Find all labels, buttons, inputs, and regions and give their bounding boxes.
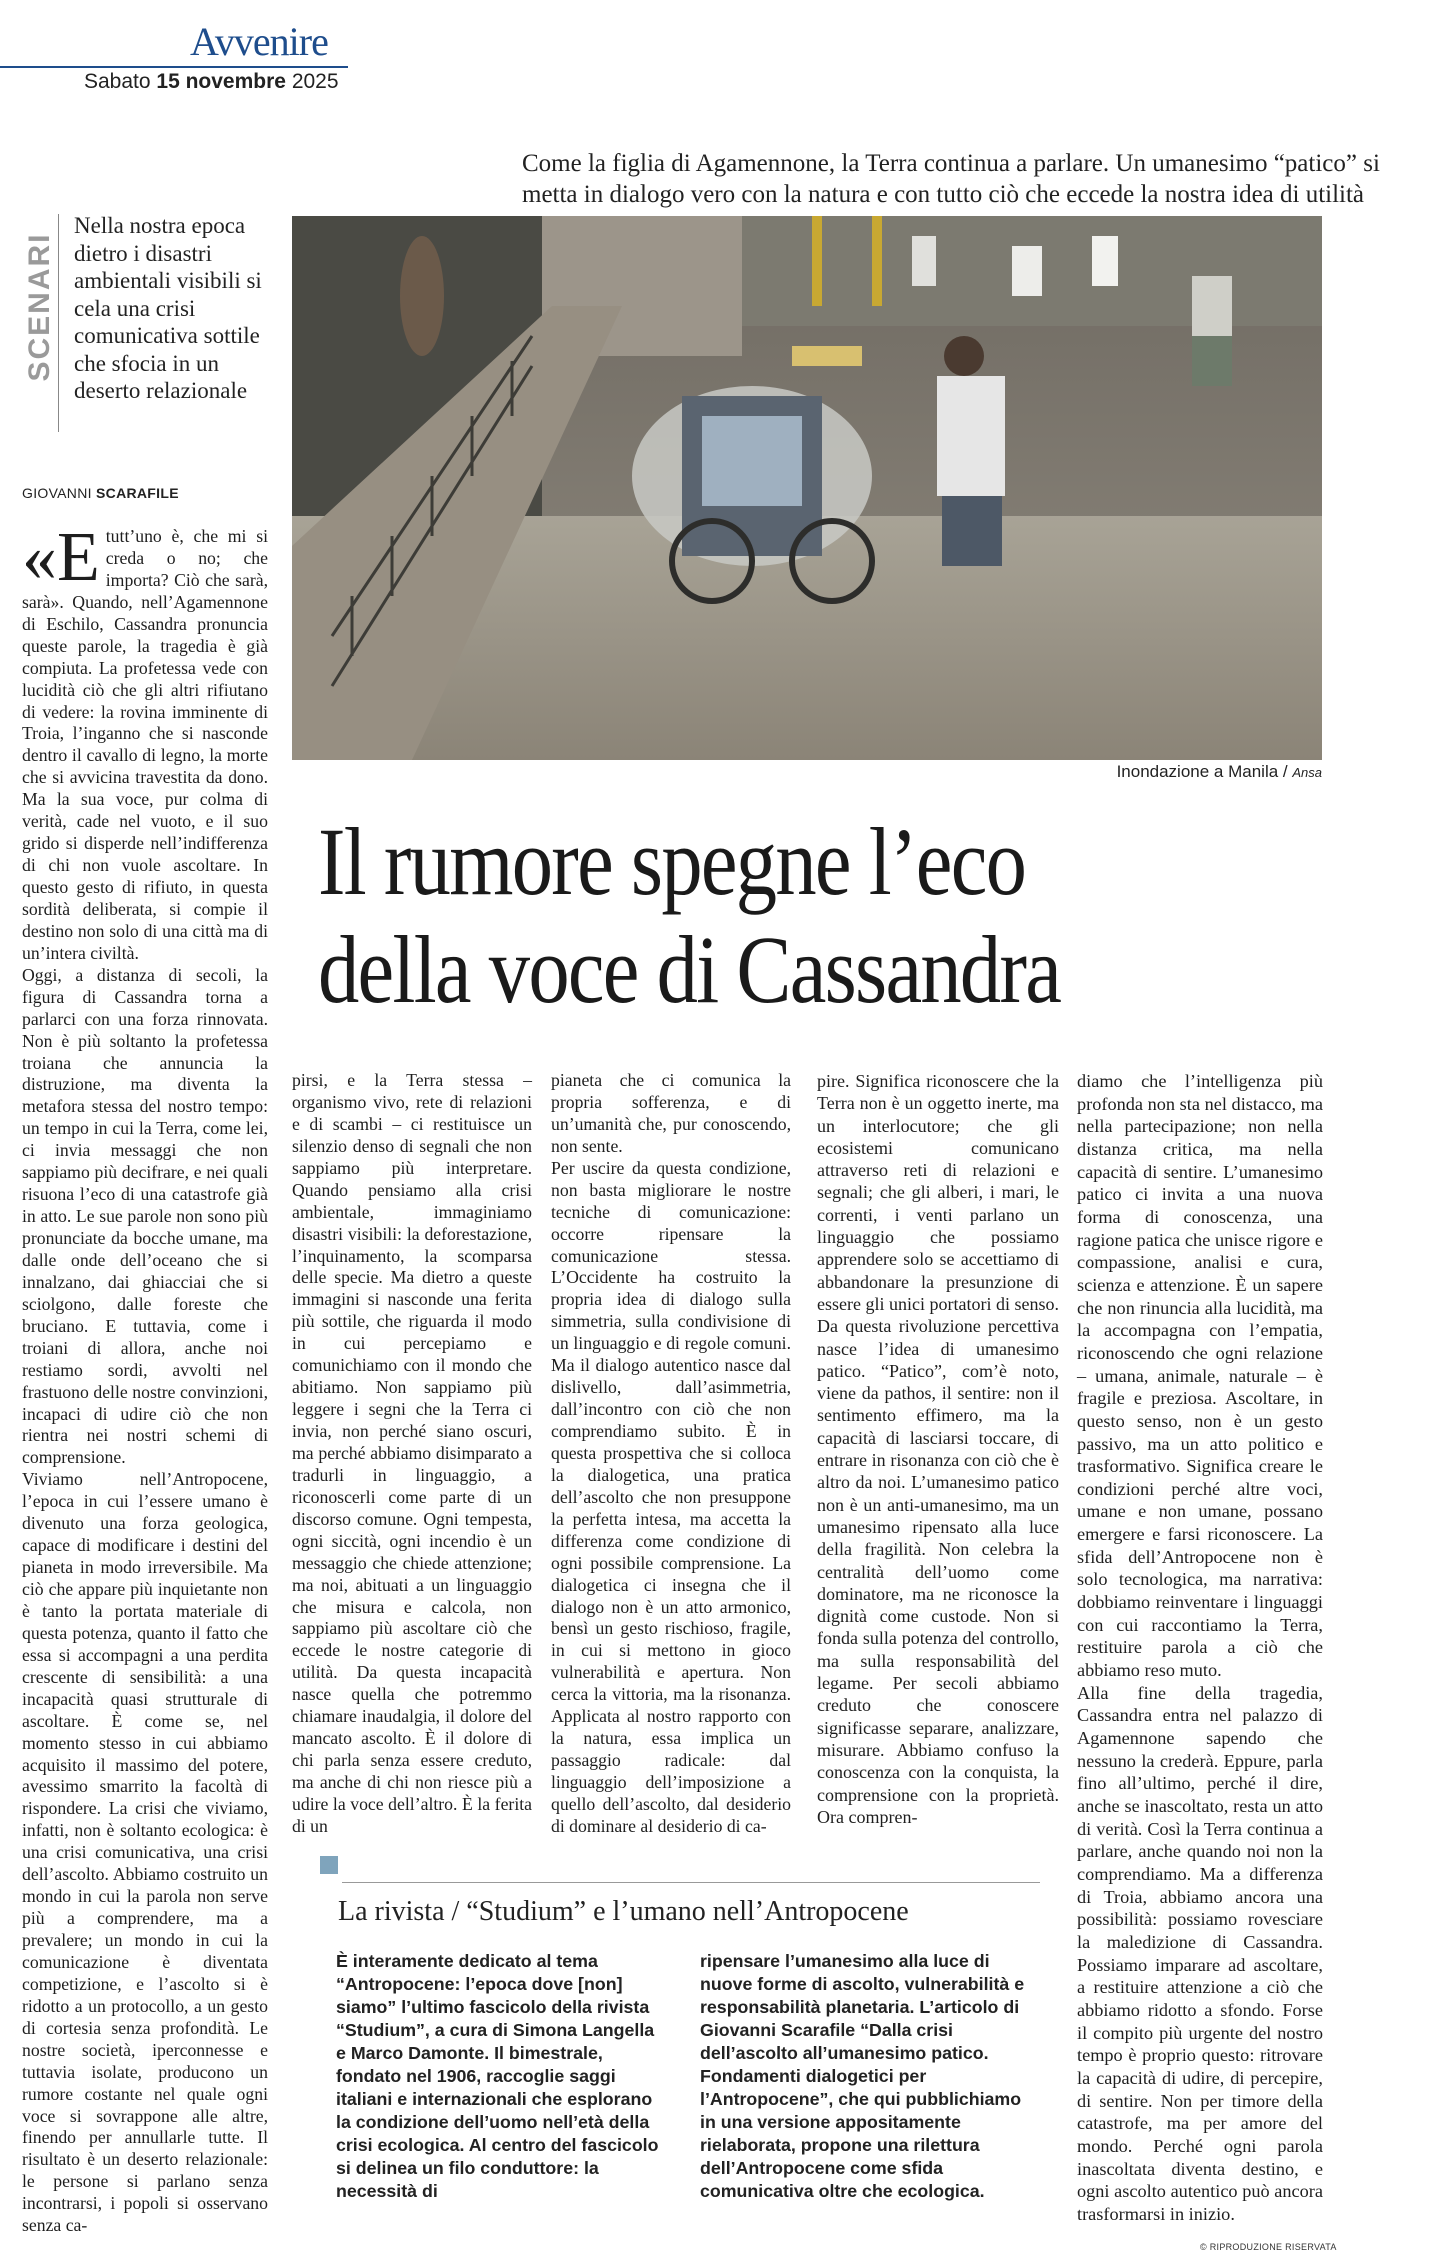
byline-last: SCARAFILE [96, 485, 179, 501]
date-year: 2025 [291, 70, 339, 93]
article-column-3 [551, 1070, 791, 1838]
masthead [0, 18, 360, 98]
drop-cap: «E [22, 519, 100, 596]
article-paragraph: pianeta che ci comunica la propria sofferenza, e di un’umanità che, pur conoscendo, non sente. [551, 1070, 791, 1156]
article-paragraph: pire. Significa riconoscere che la Terra non è un oggetto inerte, ma un interlocutore; che gli ecosistemi comunicano attraverso reti di relazioni e segnali; che gli alberi, i mari, le correnti, i venti parlano un linguaggio che possiamo apprendere solo se accettiamo di abbandonare la presunzione di essere gli unici portatori di senso. [817, 1071, 1059, 1314]
headline [318, 808, 1195, 1024]
article-paragraph [22, 519, 268, 965]
article-paragraph: Alla fine della tragedia, Cassandra entra nel palazzo di Agamennone sapendo che nessuno la crederà. Eppure, parla fino all’ultimo, perché il dire, anche se inascoltato, resta un atto di verità. Così la Terra continua a parlare, anche quando noi non la comprendiamo. Ma a differenza di Troia, abbiamo ancora una possibilità: possiamo rovesciare la maledizione di Cassandra. Possiamo imparare ad ascoltare, a restituire attenzione a ciò che abbiamo ridotto a sfondo. Forse il compito più urgente del nostro tempo è proprio questo: ritrovare la capacità di udire, di percepire, di sentire. Non per timore della catastrofe, ma per amore del mondo. Perché ogni parola inascoltata diventa destino, e ogni ascolto autentico può ancora trasformarsi in inizio. [1077, 1682, 1323, 2224]
flood-photo-image [292, 216, 1322, 760]
box-divider [342, 1882, 1040, 1883]
photo-caption: Inondazione a Manila / Ansa [1116, 762, 1322, 781]
box-column-2: ripensare l’umanesimo alla luce di nuove forme di ascolto, vulnerabilità e responsabilità planetaria. L’articolo di Giovanni Scarafile “Dalla crisi dell’ascolto all’umanesimo patico. Fondamenti dialogetici per l’Antropocene”, che qui pubblichiamo in una versione appositamente rielaborata, propone una rilettura dell’Antropocene come sfida comunicativa oltre che ecologica. [700, 1951, 1025, 2201]
byline [22, 485, 179, 501]
flood-photo [292, 216, 1322, 760]
box-column-1: È interamente dedicato al tema “Antropocene: l’epoca dove [non] siamo” l’ultimo fascicolo della rivista “Studium”, a cura di Simona Langella e Marco Damonte. Il bimestrale, fondato nel 1906, raccoglie saggi italiani e internazionali che esplorano la condizione dell’uomo nell’età della crisi ecologica. Al centro del fascicolo si delinea un filo conduttore: la necessità di [336, 1951, 659, 2201]
photo-caption-text: Inondazione a Manila [1116, 762, 1279, 781]
masthead-rule [0, 66, 348, 68]
date-day: Sabato [84, 70, 151, 93]
article-column-5 [1077, 1070, 1323, 2225]
article-column-4 [817, 1070, 1059, 1828]
section-label-text: SCENARI [23, 232, 56, 382]
article-paragraph: pirsi, e la Terra stessa – organismo vivo, rete di relazioni e di scambi – ci restituisce un silenzio denso di segnali che non sappiamo più interpretare. Quando pensiamo alla crisi ambientale, immaginiamo disastri visibili: la deforestazione, l’inquinamento, la scomparsa delle specie. Ma dietro a queste immagini si nasconde una ferita più sottile, che riguarda il modo in cui percepiamo e comunichiamo con il mondo che abitiamo. Non sappiamo più leggere i segni che la Terra ci invia, non perché siano oscuri, ma perché abbiamo disimparato a tradurli in linguaggio, a riconoscerli come parte di un discorso comune. Ogni tempesta, ogni siccità, ogni incendio è un messaggio che chiede attenzione; ma noi, abituati a un linguaggio che misura e calcola, non sappiamo più ascoltare ciò che eccede le nostre categorie di utilità. Da questa incapacità nasce quella che potremmo chiamare inaudalgia, il dolore del mancato ascolto. È il dolore di chi parla senza essere creduto, ma anche di chi non riesce più a udire la voce dell’altro. È la ferita di un [292, 1070, 532, 1836]
section-divider [58, 214, 59, 432]
avvenire-logo[interactable]: Avvenire [190, 19, 328, 64]
issue-date [84, 70, 339, 94]
summary: Nella nostra epoca dietro i disastri ambientali visibili si cela una crisi comunicativa sottile che sfocia in un deserto relazionale [74, 213, 262, 403]
sidebar-box [320, 1856, 1040, 2256]
article-paragraph: Da questa rivoluzione percettiva nasce l’idea di umanesimo patico. “Patico”, com’è noto, viene da pathos, il sentire: non il sentimento effimero, ma la capacità di lasciarsi toccare, di entrare in risonanza con ciò che è altro da noi. L’umanesimo patico non è un anti-umanesimo, ma un umanesimo ripensato alla luce della fragilità. Non celebra la centralità dell’uomo come dominatore, ma ne riconosce la dignità come custode. Non si fonda sulla potenza del controllo, ma sulla responsabilità del legame. Per secoli abbiamo creduto che conoscere significasse separare, analizzare, misurare. Abbiamo confuso la conoscenza con la conquista, la comprensione con la proprietà. Ora compren- [817, 1316, 1059, 1827]
article-column-1 [22, 519, 268, 2237]
date-bold: 15 novembre [156, 70, 286, 93]
photo-credit: Ansa [1292, 765, 1322, 780]
article-paragraph: Viviamo nell’Antropocene, l’epoca in cui l’essere umano è divenuto una forza geologica, capace di modificare i destini del pianeta in modo irreversibile. Ma ciò che appare più inquietante non è tanto la portata materiale di questa potenza, quanto il fatto che essa si accompagni a una perdita crescente di sensibilità: a una incapacità quasi strutturale di ascoltare. È come se, nel momento stesso in cui abbiamo acquisito il massimo del potere, avessimo smarrito la facoltà di rispondere. La crisi che viviamo, infatti, non è soltanto ecologica: è una crisi comunicativa, una crisi dell’ascolto. Abbiamo costruito un mondo in cui la parola non serve più a comprendere, ma a prevalere; un mondo in cui la comunicazione è diventata competizione, e l’ascolto si è ridotto a un protocollo, a un gesto di cortesia senza profondità. Le nostre società, iperconnesse e tuttavia isolate, producono un rumore costante nel quale ogni voce si sovrappone alle altre, finendo per annullarle tutte. Il risultato è un deserto relazionale: le persone si parlano senza incontrarsi, i popoli si osservano senza ca- [22, 1469, 268, 2236]
article-paragraph: Per uscire da questa condizione, non basta migliorare le nostre tecniche di comunicazione: occorre ripensare la comunicazione stessa. L’Occidente ha costruito la propria idea di dialogo sulla simmetria, sulla condivisione di un linguaggio e di regole comuni. Ma il dialogo autentico nasce dal dislivello, dall’asimmetria, dall’incontro con ciò che non comprendiamo subito. È in questa prospettiva che si colloca la dialogetica, una pratica dell’ascolto che non presuppone la perfetta intesa, ma accetta la differenza come condizione di ogni possibile comprensione. La dialogetica ci insegna che il dialogo non è un atto armonico, bensì un gesto rischioso, fragile, in cui si mettono in gioco vulnerabilità e apertura. Non cerca la vittoria, ma la risonanza. Applicata al nostro rapporto con la natura, essa implica un passaggio radicale: dal linguaggio dell’imposizione a quello dell’ascolto, dal desiderio di dominare al desiderio di ca- [551, 1157, 791, 1836]
copyright-note: © RIPRODUZIONE RISERVATA [1200, 2242, 1337, 2252]
headline-line-2: della voce di Cassandra [318, 916, 1061, 1023]
section-label [20, 218, 56, 398]
kicker: Come la figlia di Agamennone, la Terra continua a parlare. Un umanesimo “patico” si metta in dialogo vero con la natura e con tutto ciò che eccede la nostra idea di utilità [522, 150, 1380, 208]
article-paragraph: Oggi, a distanza di secoli, la figura di Cassandra torna a parlarci con una forza rinnovata. Non è più soltanto la profetessa troiana che annuncia la distruzione, ma diventa la metafora stessa del nostro tempo: un tempo in cui la Terra, come lei, ci invia messaggi che non sappiamo più decifrare, e nei quali risuona l’eco di una catastrofe già in atto. Le sue parole non sono più pronunciate da bocche umane, ma dalle onde dell’oceano che si innalzano, dai ghiacciai che si sciolgono, dalle foreste che bruciano. E tuttavia, come i troiani di allora, anche noi restiamo sordi, avvolti nel frastuono delle nostre convinzioni, incapaci di udire ciò che non rientra nei nostri schemi di comprensione. [22, 964, 268, 1468]
headline-line-1: Il rumore spegne l’eco [318, 808, 1026, 915]
article-column-2 [292, 1070, 532, 1838]
article-paragraph: diamo che l’intelligenza più profonda non sta nel distacco, ma nella partecipazione; non nella distanza critica, ma nella capacità di sentire. L’umanesimo patico ci invita a una nuova forma di conoscenza, una ragione patica che unisce rigore e compassione, analisi e cura, scienza e attenzione. È un sapere che non rinuncia alla lucidità, ma la accompagna con l’empatia, riconoscendo che ogni relazione – umana, animale, naturale – è fragile e preziosa. Ascoltare, in questo senso, non è un gesto passivo, ma un atto politico e trasformativo. Significa creare le condizioni perché altre voci, umane e non umane, possano emergere e farsi riconoscere. La sfida dell’Antropocene non è solo tecnologica, ma narrativa: dobbiamo reinventare i linguaggi con cui raccontiamo la Terra, restituire parola a ciò che abbiamo reso muto. [1077, 1071, 1323, 1681]
byline-first: GIOVANNI [22, 485, 92, 501]
box-square-icon [320, 1856, 338, 1874]
box-title: La rivista / “Studium” e l’umano nell’Antropocene [338, 1896, 909, 1927]
article-text: tutt’uno è, che mi si creda o no; che importa? Ciò che sarà, sarà». Quando, nell’Agamennone di Eschilo, Cassandra pronuncia queste parole, la tragedia è già compiuta. La profetessa vede con lucidità ciò che gli altri rifiutano di vedere: la rovina imminente di Troia, l’inganno che si nasconde dentro il cavallo di legno, la morte che si avvicina travestita da dono. Ma la sua voce, pur colma di verità, cade nel vuoto, e il suo grido si disperde nell’indifferenza di chi non vuole ascoltare. In questo gesto di rifiuto, in questa sordità deliberata, si compie il destino non solo di una città ma di un’intera civiltà. [22, 526, 268, 963]
